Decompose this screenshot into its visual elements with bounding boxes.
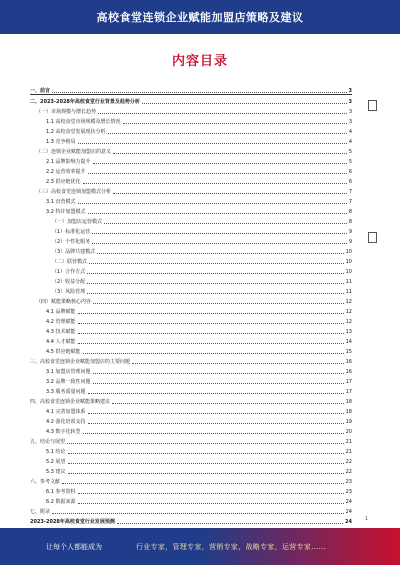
- toc-leader-dots: [87, 293, 343, 294]
- toc-entry-label: （3）品牌共建模式: [52, 249, 96, 255]
- toc-entry[interactable]: [30, 325, 352, 335]
- toc-entry-page: 21: [345, 439, 352, 445]
- toc-leader-dots: [88, 393, 344, 394]
- toc-entry[interactable]: [30, 285, 352, 295]
- document-title: 高校食堂连锁企业赋能加盟店策略及建议: [96, 11, 304, 24]
- toc-entry-page: 3: [348, 88, 352, 94]
- toc-entry[interactable]: [30, 95, 352, 105]
- toc-leader-dots: [93, 383, 344, 384]
- toc-entry[interactable]: [30, 465, 352, 475]
- toc-entry[interactable]: [30, 385, 352, 395]
- toc-entry-label: 六、参考文献: [30, 479, 61, 485]
- toc-entry-label: 3.1 直营模式: [46, 199, 76, 205]
- toc-leader-dots: [78, 313, 344, 314]
- toc-entry-page: 3: [348, 119, 352, 125]
- toc-entry-page: 13: [345, 329, 352, 335]
- toc-entry-label: 5.1 结论: [46, 449, 66, 455]
- toc-entry-label: （一）加盟店运营模式: [52, 219, 103, 225]
- toc-leader-dots: [97, 253, 343, 254]
- toc-entry-page: 16: [345, 369, 352, 375]
- toc-entry-page: 18: [345, 409, 352, 415]
- toc-entry-label: 5.3 建议: [46, 469, 66, 475]
- toc-entry[interactable]: [30, 115, 352, 125]
- toc-entry-page: 3: [348, 99, 352, 105]
- toc-leader-dots: [93, 163, 347, 164]
- toc-entry[interactable]: [30, 315, 352, 325]
- toc-entry[interactable]: [30, 155, 352, 165]
- toc-entry[interactable]: [30, 175, 352, 185]
- toc-entry-label: 4.3 技术赋能: [46, 329, 76, 335]
- toc-leader-dots: [92, 243, 347, 244]
- toc-entry-page: 9: [348, 229, 352, 235]
- toc-entry-page: 10: [345, 249, 352, 255]
- toc-entry-page: 5: [348, 149, 352, 155]
- toc-entry-page: 22: [345, 469, 352, 475]
- toc-leader-dots: [52, 92, 347, 93]
- toc-leader-dots: [112, 403, 344, 404]
- toc-entry-page: 4: [348, 139, 352, 145]
- toc-entry-page: 11: [345, 289, 352, 295]
- toc-entry-page: 8: [348, 219, 352, 225]
- toc-entry-label: （3）风险管理: [52, 289, 86, 295]
- toc-entry-label: （1）合作方式: [52, 269, 86, 275]
- toc-entry[interactable]: [30, 425, 352, 435]
- toc-entry-page: 6: [348, 179, 352, 185]
- toc-leader-dots: [68, 453, 344, 454]
- toc-entry[interactable]: [30, 435, 352, 445]
- toc-leader-dots: [88, 173, 347, 174]
- toc-entry[interactable]: [30, 305, 352, 315]
- toc-leader-dots: [88, 423, 344, 424]
- toc-leader-dots: [83, 353, 344, 354]
- toc-entry[interactable]: [30, 145, 352, 155]
- toc-entry-label: 三、高校食堂连锁企业赋能加盟店的主要问题: [30, 359, 131, 365]
- toc-entry[interactable]: [30, 225, 352, 235]
- toc-entry-page: 9: [348, 239, 352, 245]
- toc-entry-page: 19: [345, 419, 352, 425]
- toc-entry[interactable]: [30, 125, 352, 135]
- toc-entry-label: （二）连锁企业赋能加盟店的意义: [36, 149, 112, 155]
- toc-entry-page: 3: [348, 109, 352, 115]
- toc-entry-label: 1.1 高校食堂市场规模及增长情况: [46, 119, 121, 125]
- toc-entry-label: 1.3 竞争格局: [46, 139, 76, 145]
- toc-leader-dots: [78, 333, 344, 334]
- toc-entry-label: 4.3 数字化转型: [46, 429, 81, 435]
- toc-entry-label: 4.5 供应链赋能: [46, 349, 81, 355]
- toc-entry[interactable]: [30, 415, 352, 425]
- toc-entry-label: （一）市场规模与增长趋势: [36, 109, 97, 115]
- page-number: 1: [365, 516, 369, 522]
- toc-leader-dots: [87, 283, 343, 284]
- toc-entry[interactable]: [30, 255, 352, 265]
- toc-entry-label: 6.1 参考资料: [46, 489, 76, 495]
- toc-leader-dots: [68, 473, 344, 474]
- toc-entry-page: 23: [345, 479, 352, 485]
- toc-leader-dots: [123, 123, 347, 124]
- toc-entry-label: （四）赋能策略核心内容: [36, 299, 92, 305]
- toc-entry-page: 12: [345, 309, 352, 315]
- toc-leader-dots: [108, 133, 347, 134]
- toc-entry-page: 16: [345, 359, 352, 365]
- toc-entry[interactable]: [30, 265, 352, 275]
- toc-entry-page: 23: [345, 489, 352, 495]
- toc-entry-label: 6.2 数据来源: [46, 499, 76, 505]
- toc-entry-page: 12: [345, 299, 352, 305]
- toc-entry[interactable]: [30, 215, 352, 225]
- toc-entry-label: 3.3 服务质量问题: [46, 389, 86, 395]
- toc-leader-dots: [93, 303, 344, 304]
- toc-entry-page: 24: [345, 519, 352, 525]
- toc-leader-dots: [78, 143, 347, 144]
- toc-leader-dots: [83, 183, 347, 184]
- toc-entry-page: 24: [345, 509, 352, 515]
- toc-entry[interactable]: [30, 445, 352, 455]
- toc-entry[interactable]: [30, 365, 352, 375]
- toc-entry-label: 4.1 品牌赋能: [46, 309, 76, 315]
- toc-entry-label: 2.3 供应链优化: [46, 179, 81, 185]
- toc-entry-page: 17: [345, 379, 352, 385]
- toc-leader-dots: [78, 503, 344, 504]
- toc-leader-dots: [88, 213, 347, 214]
- toc-entry[interactable]: [30, 375, 352, 385]
- toc-leader-dots: [88, 413, 344, 414]
- toc-entry-label: （二）联营模式: [52, 259, 88, 265]
- toc-entry-page: 21: [345, 449, 352, 455]
- toc-entry[interactable]: [30, 275, 352, 285]
- toc-leader-dots: [87, 273, 343, 274]
- toc-leader-dots: [142, 103, 347, 104]
- toc-entry[interactable]: [30, 405, 352, 415]
- toc-entry-label: （2）收益分配: [52, 279, 86, 285]
- footer-banner: [0, 528, 400, 565]
- toc-leader-dots: [68, 463, 344, 464]
- toc-entry-label: 二、2023-2028年高校食堂行业背景及趋势分析: [30, 99, 140, 105]
- toc-leader-dots: [132, 363, 344, 364]
- toc-entry-label: 3.2 品牌一致性问题: [46, 379, 91, 385]
- toc-entry-page: 24: [345, 499, 352, 505]
- toc-leader-dots: [83, 433, 344, 434]
- toc-entry-page: 8: [348, 209, 352, 215]
- toc-entry-label: 五、结论与展望: [30, 439, 66, 445]
- toc-entry-label: 2.2 运营效率提升: [46, 169, 86, 175]
- toc-entry[interactable]: [30, 495, 352, 505]
- toc-entry-label: 3.2 特许加盟模式: [46, 209, 86, 215]
- toc-leader-dots: [98, 113, 347, 114]
- toc-entry[interactable]: [30, 205, 352, 215]
- toc-entry-page: 12: [345, 319, 352, 325]
- bookmark-icon: [368, 232, 377, 243]
- toc-entry[interactable]: [30, 235, 352, 245]
- toc-entry-label: 4.2 管理赋能: [46, 319, 76, 325]
- toc-entry[interactable]: [30, 515, 352, 525]
- toc-entry[interactable]: [30, 295, 352, 305]
- toc-entry[interactable]: [30, 455, 352, 465]
- bookmark-icon: [368, 100, 377, 111]
- toc-entry-label: （2）个性化服务: [52, 239, 91, 245]
- toc-entry[interactable]: [30, 135, 352, 145]
- toc-entry-label: 4.2 强化培训支持: [46, 419, 86, 425]
- toc-entry[interactable]: [30, 84, 352, 95]
- toc-leader-dots: [52, 513, 344, 514]
- toc-entry[interactable]: [30, 345, 352, 355]
- toc-entry[interactable]: [30, 485, 352, 495]
- toc-entry[interactable]: [30, 335, 352, 345]
- toc-entry-label: 一、前言: [30, 88, 51, 94]
- toc-entry[interactable]: [30, 245, 352, 255]
- toc-entry-label: 七、附录: [30, 509, 51, 515]
- toc-entry-page: 5: [348, 159, 352, 165]
- toc-leader-dots: [67, 443, 344, 444]
- toc-entry[interactable]: [30, 475, 352, 485]
- toc-entry-page: 7: [348, 189, 352, 195]
- toc-entry[interactable]: [30, 395, 352, 405]
- toc-entry-label: 3.1 加盟店管理问题: [46, 369, 91, 375]
- toc-leader-dots: [92, 233, 347, 234]
- toc-entry-label: 四、高校食堂连锁企业赋能策略建议: [30, 399, 111, 405]
- toc-entry-label: 5.2 展望: [46, 459, 66, 465]
- toc-entry-page: 6: [348, 169, 352, 175]
- toc-entry-page: 15: [345, 349, 352, 355]
- toc-entry-label: （三）高校食堂连锁加盟模式分析: [36, 189, 112, 195]
- toc-entry-page: 14: [345, 339, 352, 345]
- toc-leader-dots: [78, 203, 347, 204]
- toc-leader-dots: [62, 483, 344, 484]
- toc-entry[interactable]: [30, 355, 352, 365]
- toc-leader-dots: [89, 263, 344, 264]
- toc-leader-dots: [117, 523, 343, 524]
- toc-entry[interactable]: [30, 505, 352, 515]
- toc-entry-label: 4.1 完善加盟体系: [46, 409, 86, 415]
- footer-slogan: 让每个人都能成为: [46, 542, 102, 551]
- toc-entry-page: 11: [345, 279, 352, 285]
- toc-leader-dots: [78, 493, 344, 494]
- toc-heading: 内容目录: [171, 54, 228, 69]
- toc-leader-dots: [78, 323, 344, 324]
- toc-entry-page: 22: [345, 459, 352, 465]
- toc-entry[interactable]: [30, 185, 352, 195]
- toc-leader-dots: [113, 193, 347, 194]
- toc-entry[interactable]: [30, 195, 352, 205]
- toc-entry-page: 18: [345, 399, 352, 405]
- document-header: [0, 0, 400, 34]
- toc-entry-page: 17: [345, 389, 352, 395]
- toc-entry-page: 20: [345, 429, 352, 435]
- toc-leader-dots: [104, 223, 347, 224]
- footer-roles: 行业专家，管理专家，营销专家，战略专家，运营专家……: [136, 542, 326, 551]
- toc-entry-label: 4.4 人才赋能: [46, 339, 76, 345]
- toc-entry-label: 2023-2028年高校食堂行业发展预测: [30, 519, 115, 525]
- toc-entry[interactable]: [30, 165, 352, 175]
- toc-entry-page: 10: [345, 259, 352, 265]
- toc-entry-page: 10: [345, 269, 352, 275]
- toc-leader-dots: [113, 153, 347, 154]
- toc-entry-page: 4: [348, 129, 352, 135]
- toc-entry-label: （1）标准化运营: [52, 229, 91, 235]
- toc-entry-label: 2.1 品牌影响力提升: [46, 159, 91, 165]
- toc-entry[interactable]: [30, 105, 352, 115]
- toc-leader-dots: [78, 343, 344, 344]
- toc-entry-page: 7: [348, 199, 352, 205]
- toc-entry-label: 1.2 高校食堂发展现状分析: [46, 129, 106, 135]
- table-of-contents: [30, 84, 352, 525]
- toc-leader-dots: [93, 373, 344, 374]
